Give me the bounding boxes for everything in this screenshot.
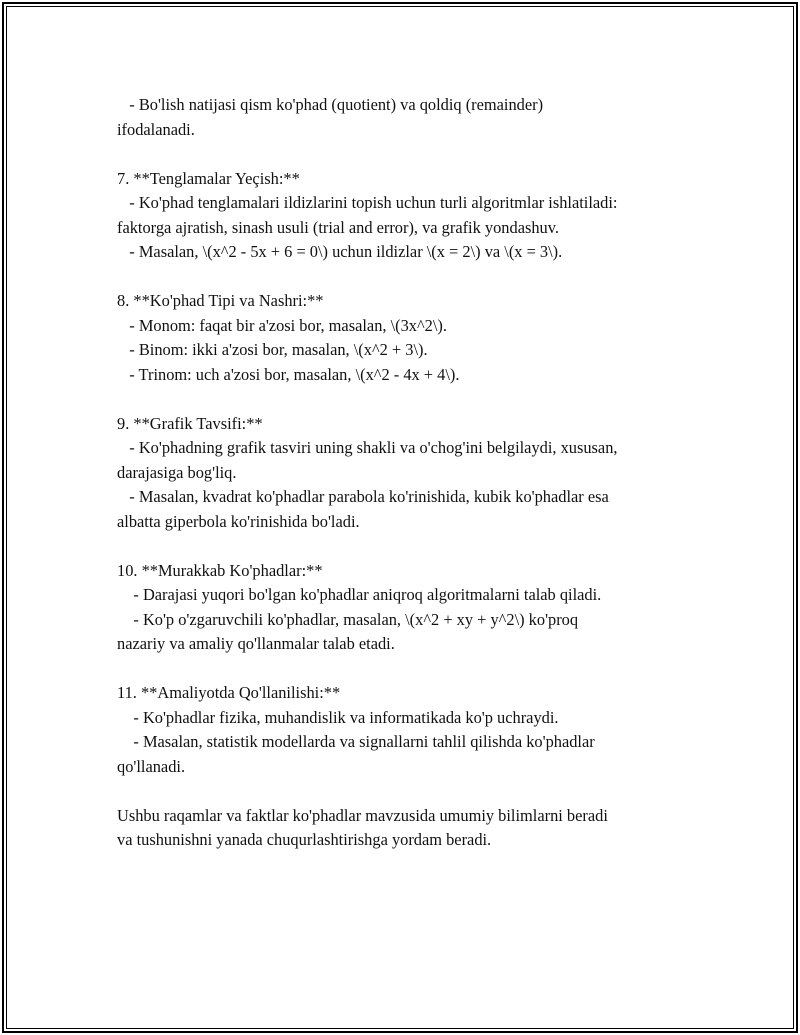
text-line: 10. **Murakkab Ko'phadlar:** <box>117 560 323 580</box>
text-line: qo'llanadi. <box>117 756 186 776</box>
text-line: Ushbu raqamlar va faktlar ko'phadlar mavzusida umumiy bilimlarni beradi <box>117 805 608 825</box>
text-line: 8. **Ko'phad Tipi va Nashri:** <box>117 291 324 310</box>
text-line: - Ko'phadlar fizika, muhandislik va informatikada ko'p uchraydi. <box>117 707 559 727</box>
text-line: ifodalanadi. <box>117 119 195 139</box>
text-line: faktorga ajratish, sinash usuli (trial and error), va grafik yondashuv. <box>117 217 559 237</box>
text-line: 7. **Tenglamalar Yeçish:** <box>117 168 300 188</box>
text-line: darajasiga bog'liq. <box>117 462 237 482</box>
blank-line <box>117 265 717 290</box>
text-line: - Trinom: uch a'zosi bor, masalan, \(x^2 - 4x + 4\). <box>117 364 460 384</box>
blank-line <box>117 387 717 412</box>
text-line: - Darajasi yuqori bo'lgan ko'phadlar aniqroq algoritmalarni talab qiladi. <box>117 585 602 604</box>
text-line: - Ko'p o'zgaruvchili ko'phadlar, masalan, \(x^2 + xy + y^2\) ko'proq <box>117 609 579 629</box>
blank-line <box>117 534 717 559</box>
document-body <box>117 93 717 853</box>
blank-line <box>117 142 717 167</box>
text-line: - Masalan, \(x^2 - 5x + 6 = 0\) uchun ildizlar \(x = 2\) va \(x = 3\). <box>117 242 563 261</box>
text-line: nazariy va amaliy qo'llanmalar talab etadi. <box>117 634 395 653</box>
text-line: - Ko'phadning grafik tasviri uning shakli va o'chog'ini belgilaydi, xususan, <box>117 438 618 457</box>
text-line: - Binom: ikki a'zosi bor, masalan, \(x^2 + 3\). <box>117 340 428 359</box>
blank-line <box>117 779 717 804</box>
text-line: - Ko'phad tenglamalari ildizlarini topish uchun turli algoritmlar ishlatiladi: <box>117 193 618 212</box>
text-line: - Bo'lish natijasi qism ko'phad (quotient) va qoldiq (remainder) <box>117 95 544 114</box>
text-line: va tushunishni yanada chuqurlashtirishga yordam beradi. <box>117 830 492 849</box>
text-line: - Monom: faqat bir a'zosi bor, masalan, \(3x^2\). <box>117 315 447 335</box>
text-line: 11. **Amaliyotda Qo'llanilishi:** <box>117 683 341 702</box>
blank-line <box>117 657 717 682</box>
text-line: 9. **Grafik Tavsifi:** <box>117 413 263 433</box>
text-line: - Masalan, kvadrat ko'phadlar parabola ko'rinishida, kubik ko'phadlar esa <box>117 487 609 506</box>
text-line: albatta giperbola ko'rinishida bo'ladi. <box>117 511 360 531</box>
text-line: - Masalan, statistik modellarda va signallarni tahlil qilishda ko'phadlar <box>117 732 595 751</box>
